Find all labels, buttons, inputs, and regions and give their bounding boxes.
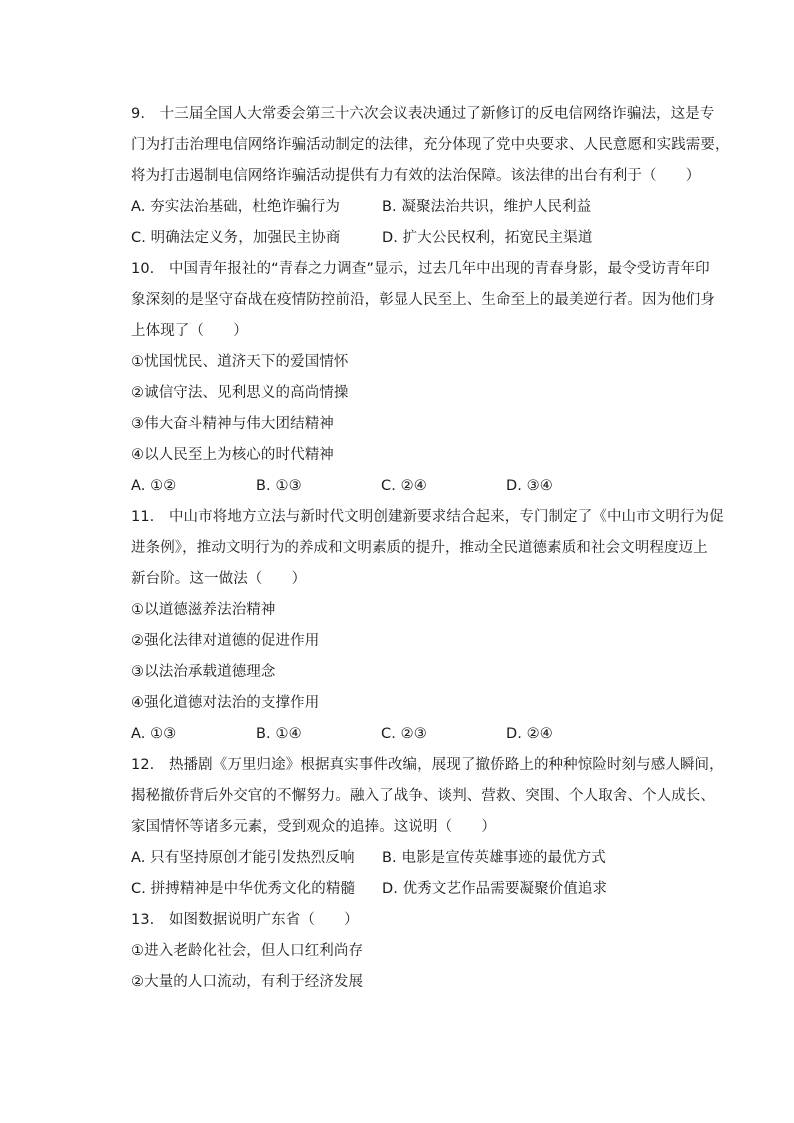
option-c: C. 明确法定义务，加强民主协商 — [131, 230, 341, 246]
question-stem-line: 将为打击遏制电信网络诈骗活动提供有力有效的法治保障。该法律的出台有利于（ ） — [131, 168, 701, 184]
option-c: C. ②③ — [381, 726, 427, 742]
option-d: D. 优秀文艺作品需要凝聚价值追求 — [382, 881, 608, 897]
question-list — [131, 99, 730, 998]
question-11 — [131, 502, 724, 750]
option-d: D. ②④ — [506, 726, 553, 742]
option-b: B. 凝聚法治共识，维护人民利益 — [382, 199, 592, 215]
statement-item: ①进入老龄化社会，但人口红利尚存 — [131, 943, 364, 959]
statement-item: ④以人民至上为核心的时代精神 — [131, 447, 334, 463]
question-stem-line: 新台阶。这一做法（ ） — [131, 571, 307, 587]
question-stem-line: 11. 中山市将地方立法与新时代文明创建新要求结合起来，专门制定了《中山市文明行为促 — [131, 509, 724, 525]
question-stem-line: 9. 十三届全国人大常委会第三十六次会议表决通过了新修订的反电信网络诈骗法，这是专 — [131, 106, 715, 122]
statement-item: ③伟大奋斗精神与伟大团结精神 — [131, 416, 334, 432]
option-d: D. ③④ — [506, 478, 553, 494]
options-row — [131, 192, 691, 223]
options-row — [131, 874, 691, 905]
option-b: B. 电影是宣传英雄事迹的最优方式 — [382, 850, 606, 866]
question-stem-line: 家国情怀等诸多元素，受到观众的追捧。这说明（ ） — [131, 819, 496, 835]
option-a: A. ①② — [131, 478, 177, 494]
options-row — [131, 843, 691, 874]
statement-item: ①以道德滋养法治精神 — [131, 602, 276, 618]
option-a: A. ①③ — [131, 726, 177, 742]
question-stem-line: 10. 中国青年报社的“青春之力调查”显示，过去几年中出现的青春身影，最令受访青年印 — [131, 261, 710, 277]
question-stem-line: 象深刻的是坚守奋战在疫情防控前沿，彰显人民至上、生命至上的最美逆行者。因为他们身 — [131, 292, 715, 308]
question-13 — [131, 905, 691, 998]
option-a: A. 只有坚持原创才能引发热烈反响 — [131, 850, 355, 866]
statement-item: ①忧国忧民、道济天下的爱国情怀 — [131, 354, 349, 370]
options-row — [131, 719, 691, 750]
options-row — [131, 223, 691, 254]
option-c: C. ②④ — [381, 478, 427, 494]
statement-item: ②大量的人口流动，有利于经济发展 — [131, 974, 364, 990]
question-stem-line: 13. 如图数据说明广东省（ ） — [131, 912, 359, 928]
question-10 — [131, 254, 715, 502]
question-stem-line: 门为打击治理电信网络诈骗活动制定的法律，充分体现了党中央要求、人民意愿和实践需要， — [131, 137, 730, 153]
question-stem-line: 上体现了（ ） — [131, 323, 248, 339]
question-9 — [131, 99, 730, 254]
statement-item: ②强化法律对道德的促进作用 — [131, 633, 320, 649]
question-stem-line: 12. 热播剧《万里归途》根据真实事件改编，展现了撤侨路上的种种惊险时刻与感人瞬间， — [131, 757, 724, 773]
option-d: D. 扩大公民权利，拓宽民主渠道 — [382, 230, 593, 246]
statement-item: ②诚信守法、见利思义的高尚情操 — [131, 385, 349, 401]
question-stem-line: 进条例》，推动文明行为的养成和文明素质的提升，推动全民道德素质和社会文明程度迈上 — [131, 540, 708, 556]
question-12 — [131, 750, 724, 905]
option-b: B. ①④ — [256, 726, 302, 742]
statement-item: ③以法治承载道德理念 — [131, 664, 276, 680]
options-row — [131, 471, 691, 502]
statement-item: ④强化道德对法治的支撑作用 — [131, 695, 320, 711]
question-stem-line: 揭秘撤侨背后外交官的不懈努力。融入了战争、谈判、营救、突围、个人取舍、个人成长、 — [131, 788, 715, 804]
option-b: B. ①③ — [256, 478, 302, 494]
option-a: A. 夯实法治基础，杜绝诈骗行为 — [131, 199, 340, 215]
option-c: C. 拼搏精神是中华优秀文化的精髓 — [131, 881, 356, 897]
